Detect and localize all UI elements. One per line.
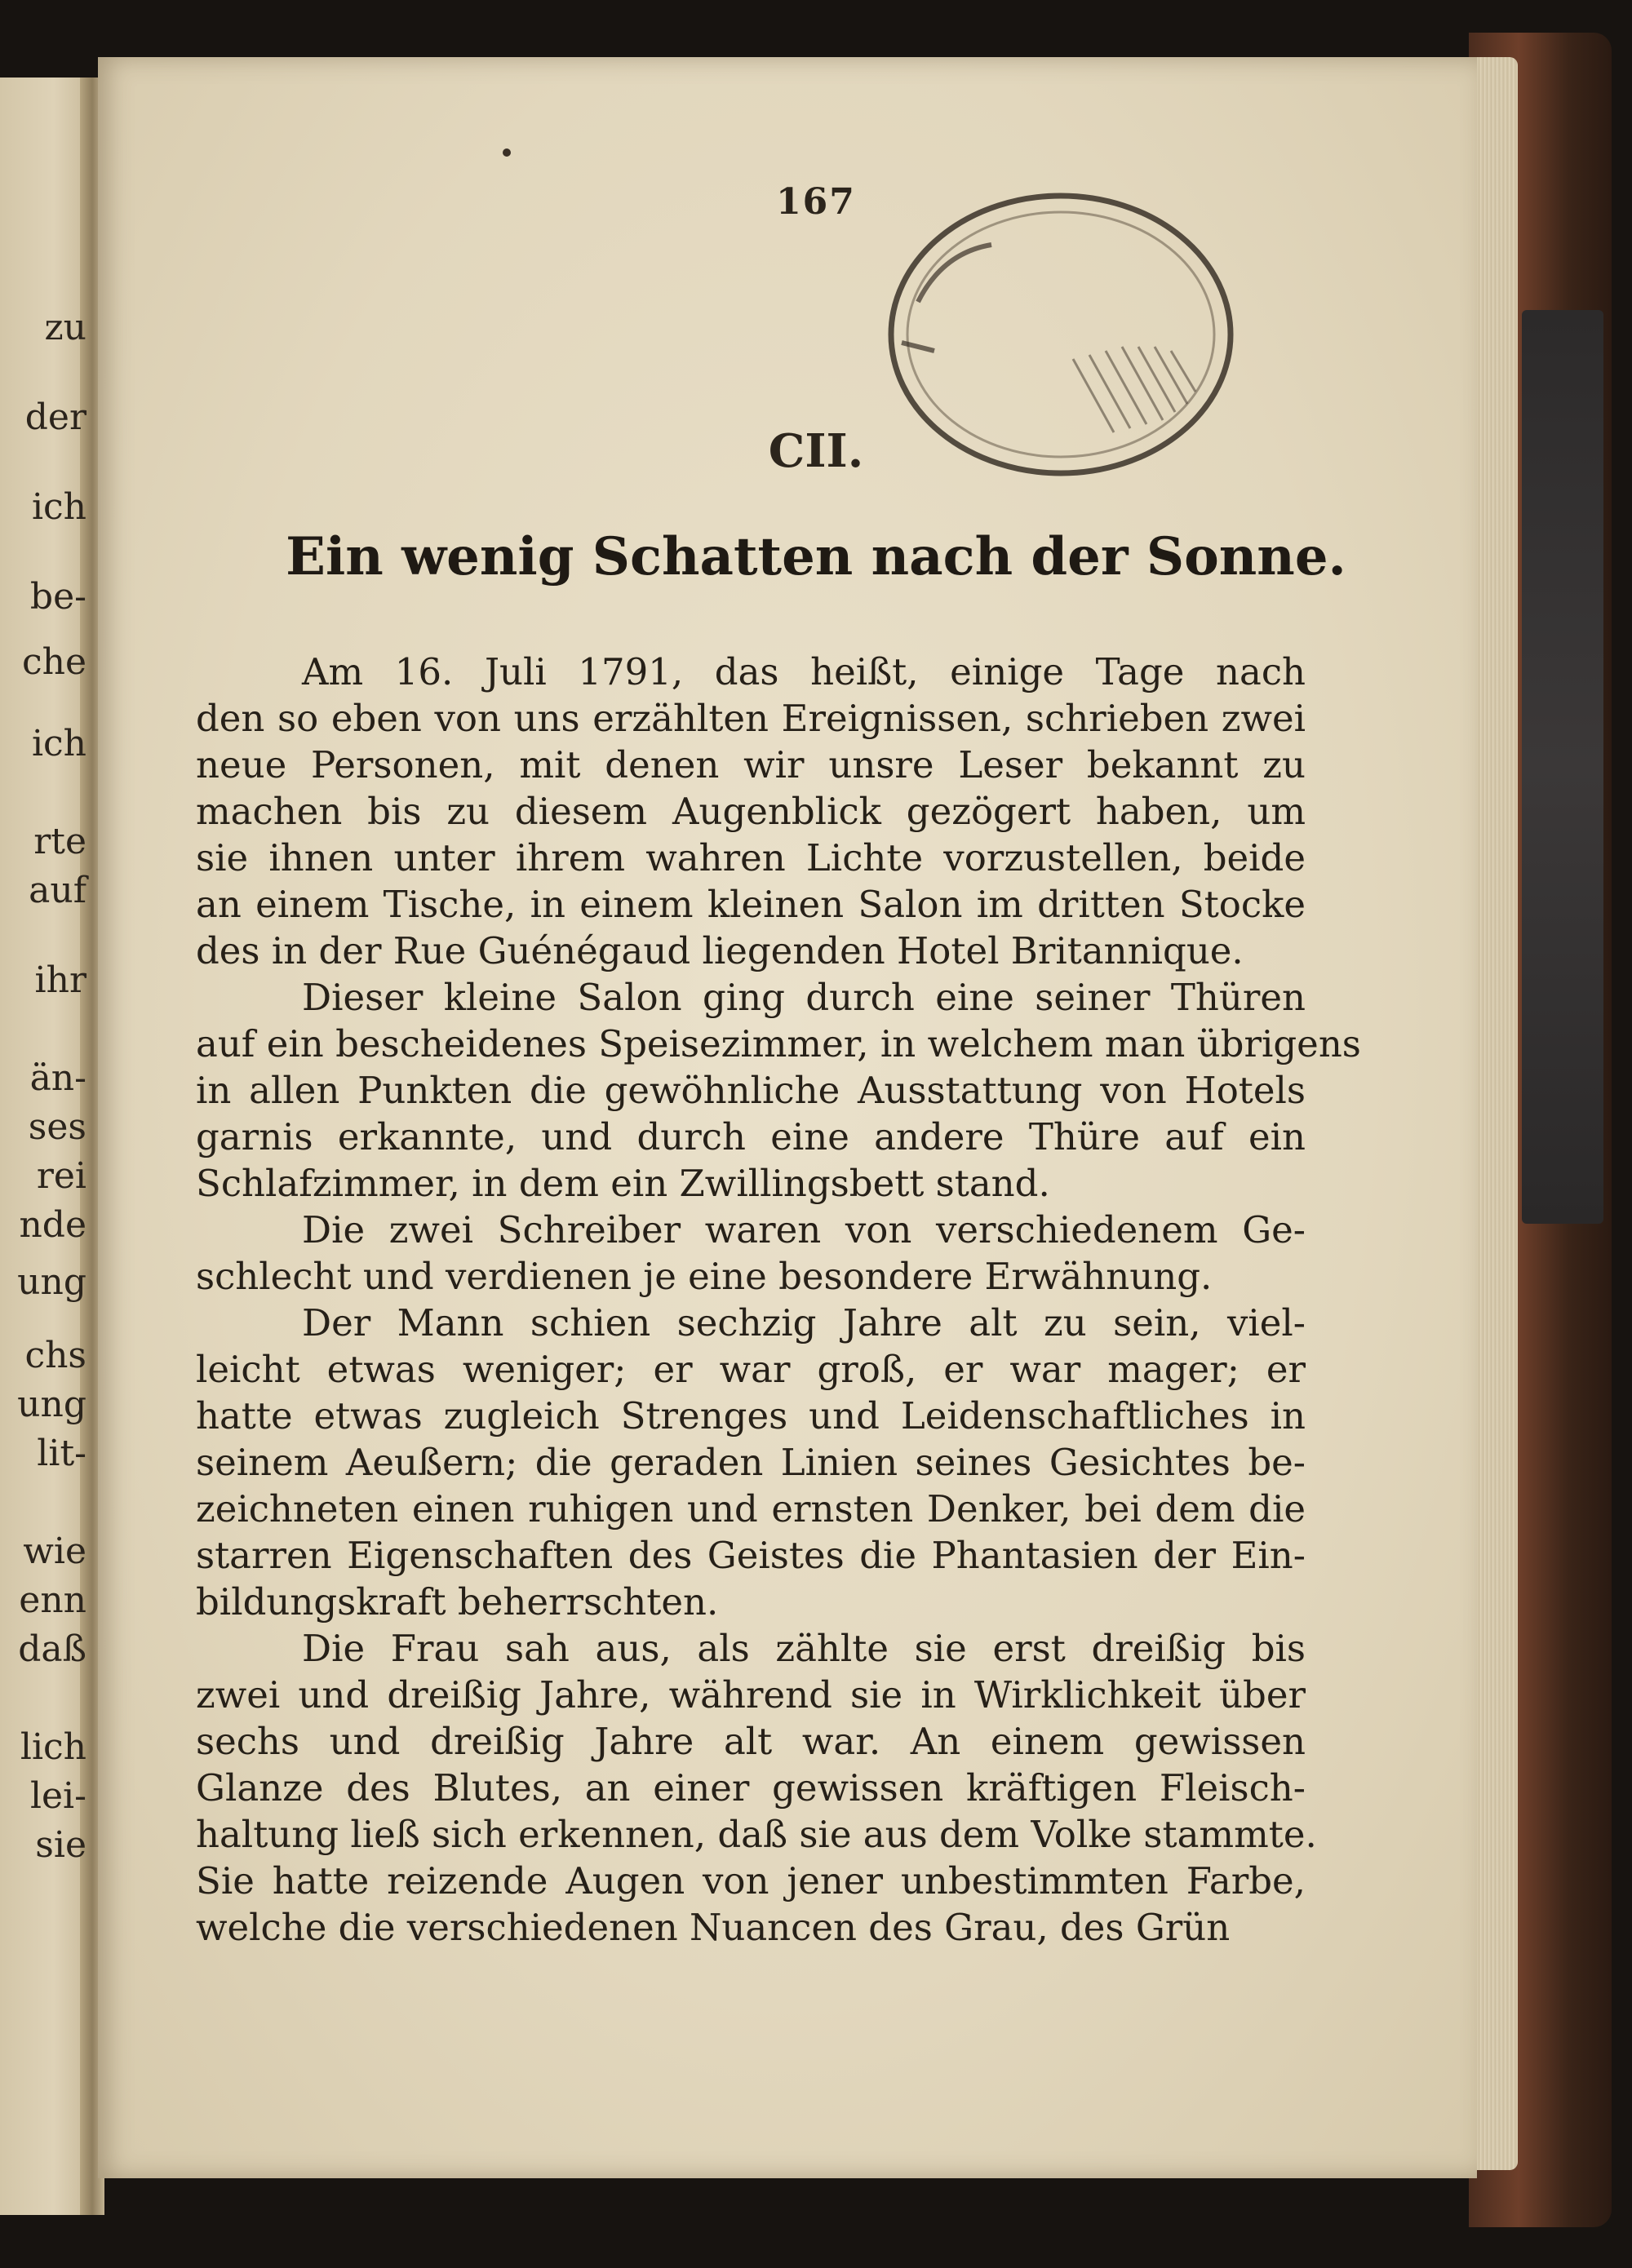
text-line: garnis erkannte, und durch eine andere Thüre auf ein — [196, 1115, 1306, 1158]
text-line: Glanze des Blutes, an einer gewissen kräftigen Fleisch- — [196, 1766, 1306, 1810]
page-number: 167 — [776, 181, 856, 223]
text-line: Schlafzimmer, in dem ein Zwillingsbett stand. — [196, 1162, 1050, 1205]
text-line: Dieser kleine Salon ging durch eine seiner Thüren — [302, 976, 1306, 1019]
text-line: zeichneten einen ruhigen und ernsten Denker, bei dem die — [196, 1487, 1306, 1530]
left-page-fragment: der — [24, 396, 86, 438]
left-page-fragment: daß — [18, 1628, 86, 1670]
left-page-fragment: chs — [24, 1335, 86, 1376]
left-page-fragment: ihr — [34, 959, 86, 1001]
left-page-fragment: lei- — [29, 1775, 86, 1817]
left-page-fragment: sie — [35, 1824, 86, 1866]
left-page-fragment: lich — [20, 1726, 86, 1768]
left-page-fragment: nde — [19, 1204, 86, 1246]
text-line: an einem Tische, in einem kleinen Salon im dritten Stocke — [196, 883, 1306, 926]
left-page-fragment: än- — [29, 1057, 86, 1099]
body-text — [196, 649, 1361, 1951]
left-page-fragment: rei — [36, 1155, 86, 1197]
left-page-fragment: rte — [33, 821, 86, 862]
text-line: machen bis zu diesem Augenblick gezögert haben, um — [196, 790, 1306, 833]
text-line: den so eben von uns erzählten Ereignissen, schrieben zwei — [196, 697, 1306, 740]
text-line: zwei und dreißig Jahre, während sie in Wirklichkeit über — [196, 1673, 1306, 1717]
text-line: neue Personen, mit denen wir unsre Leser bekannt zu — [196, 743, 1306, 786]
chapter-title: Ein wenig Schatten nach der Sonne. — [286, 526, 1346, 587]
text-line: Sie hatte reizende Augen von jener unbestimmten Farbe, — [196, 1859, 1306, 1903]
left-page-fragment: wie — [23, 1530, 86, 1572]
left-page-fragment: auf — [29, 870, 86, 911]
text-line: haltung ließ sich erkennen, daß sie aus dem Volke stammte. — [196, 1813, 1317, 1856]
left-page-fragment: ung — [17, 1384, 86, 1425]
text-line: starren Eigenschaften des Geistes die Phantasien der Ein- — [196, 1534, 1306, 1577]
text-line: Die Frau sah aus, als zählte sie erst dreißig bis — [302, 1627, 1306, 1670]
left-page-fragment: zu — [44, 307, 86, 348]
left-page-fragment: ich — [31, 723, 86, 764]
text-line: seinem Aeußern; die geraden Linien seines Gesichtes be- — [196, 1441, 1306, 1484]
text-line: hatte etwas zugleich Strenges und Leidenschaftliches in — [196, 1394, 1306, 1437]
text-line: sechs und dreißig Jahre alt war. An einem gewissen — [196, 1720, 1306, 1763]
left-page-fragment: ses — [28, 1106, 86, 1148]
page-edges — [1473, 57, 1518, 2170]
text-line: bildungskraft beherrschten. — [196, 1580, 719, 1623]
left-page-fragment: be- — [29, 576, 86, 618]
text-line: auf ein bescheidenes Speisezimmer, in welchem man übrigens — [196, 1022, 1361, 1065]
left-page-fragment: che — [21, 641, 86, 683]
text-line: sie ihnen unter ihrem wahren Lichte vorzustellen, beide — [196, 836, 1306, 879]
text-line: Die zwei Schreiber waren von verschiedenem Ge- — [302, 1208, 1306, 1251]
text-line: leicht etwas weniger; er war groß, er war mager; er — [196, 1348, 1306, 1391]
text-line: in allen Punkten die gewöhnliche Ausstattung von Hotels — [196, 1069, 1306, 1112]
text-line: schlecht und verdienen je eine besondere Erwähnung. — [196, 1255, 1213, 1298]
text-line: des in der Rue Guénégaud liegenden Hotel Britannique. — [196, 929, 1244, 972]
left-page-fragment: lit- — [37, 1433, 86, 1474]
chapter-numeral: CII. — [768, 424, 864, 478]
ink-dot — [503, 148, 511, 157]
text-line: Der Mann schien sechzig Jahre alt zu sein, viel- — [302, 1301, 1306, 1344]
text-line: Am 16. Juli 1791, das heißt, einige Tage nach — [302, 650, 1306, 693]
left-page-fragment: enn — [19, 1579, 86, 1621]
left-page-fragment: ich — [31, 486, 86, 528]
left-page-fragment: ung — [17, 1261, 86, 1303]
text-line: welche die verschiedenen Nuancen des Grau, des Grün — [196, 1906, 1231, 1949]
